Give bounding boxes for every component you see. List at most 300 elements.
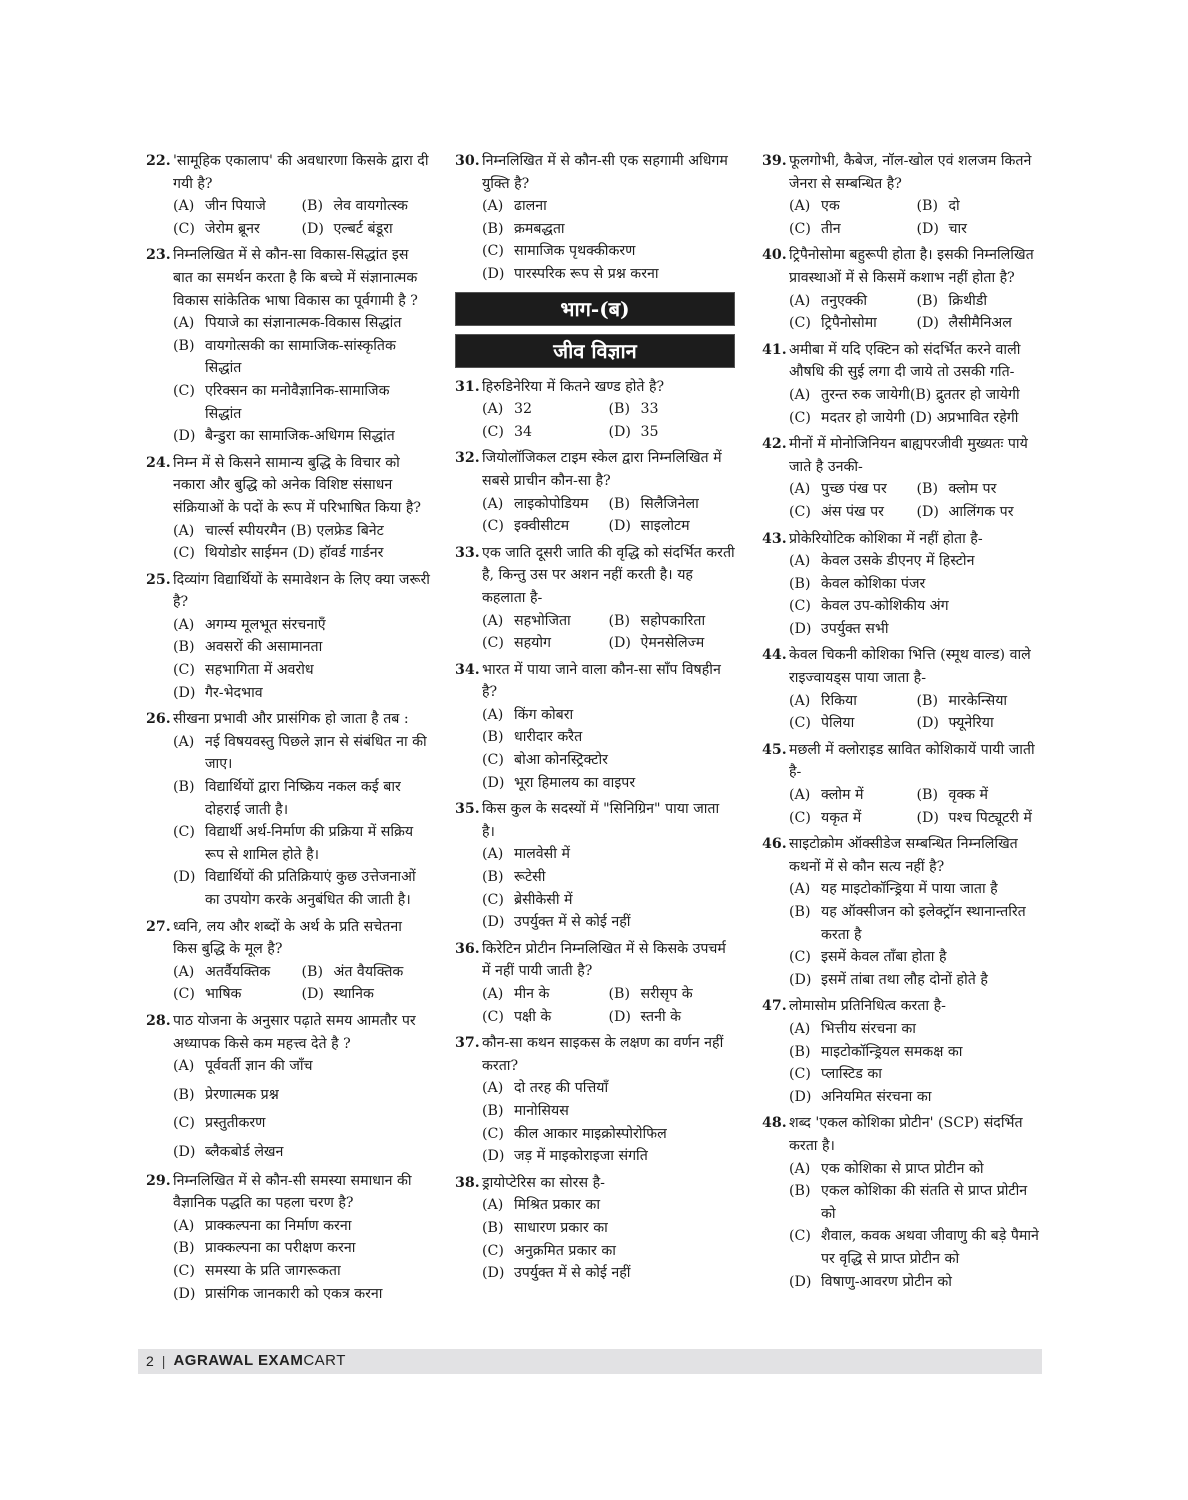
option: [455, 195, 735, 218]
option-text: तुरन्त रुक जायेगी(B) द्रुततर हो जायेगी: [821, 386, 1020, 403]
option-letter: (C): [482, 635, 504, 652]
question-block: [146, 1010, 430, 1164]
option: [146, 1112, 430, 1135]
option-text: केवल कोशिका पंजर: [821, 575, 926, 592]
option-row: [455, 493, 735, 516]
question-header: [455, 1172, 735, 1195]
option-text: एकल कोशिका की संतति से प्राप्त प्रोटीन को: [821, 1183, 1028, 1222]
option-text: एक: [821, 198, 840, 215]
option-letter: (B): [301, 963, 323, 980]
question-block: [455, 376, 735, 444]
question-header: [146, 1010, 430, 1055]
question-block: [762, 150, 1044, 240]
option: [455, 1217, 735, 1240]
option-text: विद्यार्थियों द्वारा निष्क्रिय नकल कई बार दोहराई जाती है।: [205, 779, 401, 818]
question-header: [455, 150, 735, 195]
option: [482, 398, 609, 421]
option-letter: (C): [173, 1262, 195, 1279]
option-letter: (C): [173, 662, 195, 679]
option-text: 35: [640, 423, 659, 440]
option-letter: (D): [916, 809, 939, 826]
question-header: [762, 739, 1044, 784]
question-text: कौन-सा कथन साइकस के लक्षण का वर्णन नहीं करता?: [482, 1035, 724, 1074]
option-text: विषाणु-आवरण प्रोटीन को: [821, 1273, 952, 1290]
option-row: [146, 195, 430, 218]
option-letter: (B): [789, 904, 811, 920]
option-text: मारकेन्सिया: [948, 692, 1008, 709]
option: [482, 493, 609, 516]
option: [146, 1283, 430, 1306]
option-letter: (A): [173, 963, 195, 980]
option: [789, 690, 917, 713]
column-2: [455, 150, 735, 1289]
option-letter: (B): [789, 1183, 811, 1200]
option-text: तनुएक्की: [821, 292, 868, 309]
option-row: [455, 398, 735, 421]
option: [146, 312, 430, 335]
option-text: प्लास्टिड का: [821, 1066, 882, 1083]
question-text: ड्रायोप्टेरिस का सोरस है-: [482, 1174, 605, 1191]
option-row: [762, 690, 1044, 713]
option-letter: (A): [173, 1217, 195, 1234]
option: [789, 784, 917, 807]
option-letter: (D): [482, 265, 505, 282]
option-letter: (A): [482, 198, 504, 215]
column-2-bottom: [455, 376, 735, 1285]
question-block: [455, 1032, 735, 1168]
question-block: [455, 1172, 735, 1285]
option-letter: (A): [789, 881, 811, 898]
question-block: [762, 739, 1044, 829]
question-text: मीनों में मोनोजिनियन बाह्यपरजीवी मुख्यतः पाये जाते है उनकी-: [789, 436, 1028, 475]
option: [173, 218, 302, 241]
option-text: अतर्वैयक्तिक: [205, 963, 271, 980]
option-letter: (D): [608, 423, 631, 440]
option: [455, 1194, 735, 1217]
option: [146, 776, 430, 821]
option-text: चार: [948, 220, 967, 237]
option: [609, 1006, 736, 1029]
option-letter: (C): [482, 891, 504, 908]
option-row: [762, 807, 1044, 830]
question-text: सीखना प्रभावी और प्रासंगिक हो जाता है तब :: [173, 711, 409, 728]
option-letter: (D): [173, 1143, 196, 1160]
option-letter: (A): [482, 1197, 504, 1214]
option: [146, 425, 430, 448]
option: [917, 312, 1045, 335]
question-number: 25.: [146, 571, 171, 588]
question-number: 35.: [455, 801, 480, 818]
option: [455, 749, 735, 772]
option-letter: (B): [173, 1240, 195, 1257]
question-number: 39.: [762, 153, 787, 169]
question-block: [146, 916, 430, 1006]
option-row: [455, 632, 735, 655]
option-text: प्रासंगिक जानकारी को एकत्र करना: [205, 1285, 383, 1302]
option-letter: (C): [482, 1242, 504, 1259]
option-text: पक्षी के: [514, 1008, 552, 1025]
option-text: सहभोजिता: [514, 612, 571, 629]
question-header: [762, 995, 1044, 1018]
question-text: किस कुल के सदस्यों में "सिनिग्रिन" पाया जाता है।: [482, 801, 720, 840]
question-text: निम्नलिखित में से कौन-सी समस्या समाधान की वैज्ञानिक पद्धति का पहला चरण है?: [173, 1172, 412, 1212]
option-text: केवल उसके डीएनए में हिस्टोन: [821, 553, 975, 570]
option-text: अनुक्रमित प्रकार का: [514, 1242, 616, 1259]
option: [146, 542, 430, 565]
question-block: [762, 995, 1044, 1108]
option: [609, 493, 736, 516]
option-text: सामाजिक पृथक्कीकरण: [514, 243, 636, 260]
brand-logo: [173, 1350, 345, 1373]
question-text: एक जाति दूसरी जाति की वृद्धि को संदर्भित करती है, किन्तु उस पर अशन नहीं करती है। यह कहलाता है-: [482, 544, 735, 606]
option-text: तीन: [821, 220, 841, 237]
option-letter: (C): [789, 409, 811, 426]
option: [146, 636, 430, 659]
question-text: भारत में पाया जाने वाला कौन-सा साँप विषहीन है?: [482, 661, 721, 701]
question-number: 26.: [146, 711, 171, 728]
option-letter: (B): [916, 292, 938, 309]
option-text: थियोडोर साईमन (D) हॉवर्ड गार्डनर: [205, 545, 384, 562]
option: [146, 335, 430, 380]
question-header: [762, 644, 1044, 689]
option-letter: (C): [173, 545, 195, 562]
option-letter: (A): [789, 553, 811, 570]
question-block: [146, 150, 430, 240]
question-number: 30.: [455, 153, 480, 169]
option-letter: (A): [173, 315, 195, 332]
option: [455, 843, 735, 866]
option-text: जीन पियाजे: [205, 198, 266, 215]
option: [762, 1225, 1044, 1270]
option-text: पूर्ववर्ती ज्ञान की जाँच: [205, 1058, 313, 1075]
option: [455, 1077, 735, 1100]
option: [173, 983, 302, 1006]
option: [455, 704, 735, 727]
option-letter: (B): [916, 787, 938, 804]
option-text: जड़ में माइकोराइजा संगति: [514, 1148, 648, 1165]
option-letter: (B): [789, 575, 811, 592]
question-number: 37.: [455, 1035, 480, 1052]
option: [146, 682, 430, 705]
column-1: [146, 150, 430, 1309]
option: [146, 821, 430, 866]
option-letter: (A): [789, 198, 811, 215]
option-letter: (C): [173, 382, 195, 399]
question-block: [762, 528, 1044, 641]
question-block: [146, 452, 430, 565]
option-letter: (B): [608, 986, 630, 1002]
page-number: 2: [146, 1353, 154, 1370]
option-text: यह ऑक्सीजन को इलेक्ट्रॉन स्थानान्तरित करता है: [821, 904, 1026, 943]
question-text: पाठ योजना के अनुसार पढ़ाते समय आमतौर पर अध्यापक किसे कम महत्त्व देते है ?: [173, 1012, 416, 1052]
option-row: [762, 312, 1044, 335]
question-block: [455, 938, 735, 1028]
question-number: 41.: [762, 341, 787, 358]
option-row: [762, 478, 1044, 501]
option: [302, 195, 431, 218]
question-text: निम्नलिखित में से कौन-सी एक सहगामी अधिगम युक्ति है?: [482, 153, 728, 192]
question-text: जियोलॉजिकल टाइम स्केल द्वारा निम्नलिखित में सबसे प्राचीन कौन-सा है?: [482, 450, 722, 489]
option-letter: (D): [173, 869, 196, 886]
option: [789, 312, 917, 335]
option: [302, 983, 431, 1006]
option-text: ऐमनसेलिज्म: [640, 635, 705, 652]
option-text: बैन्डुरा का सामाजिक-अधिगम सिद्धांत: [205, 428, 395, 445]
question-header: [762, 833, 1044, 878]
question-text: शब्द 'एकल कोशिका प्रोटीन' (SCP) संदर्भित करता है।: [789, 1115, 1023, 1154]
option: [146, 1215, 430, 1238]
option: [173, 195, 302, 218]
option-letter: (A): [173, 733, 195, 750]
question-block: [455, 798, 735, 934]
option: [482, 632, 609, 655]
option-letter: (C): [789, 598, 811, 615]
question-header: [762, 433, 1044, 478]
option-text: साधारण प्रकार का: [514, 1219, 608, 1236]
question-block: [762, 244, 1044, 334]
option: [146, 520, 430, 543]
option-text: यह माइटोकॉन्ड्रिया में पाया जाता है: [821, 881, 998, 898]
option-text: केवल उप-कोशिकीय अंग: [821, 598, 949, 615]
option-letter: (A): [173, 522, 195, 539]
option: [609, 632, 736, 655]
option-text: प्राक्कल्पना का परीक्षण करना: [205, 1240, 356, 1257]
option-row: [762, 195, 1044, 218]
question-header: [455, 659, 735, 704]
option-text: इसमें केवल ताँबा होता है: [821, 949, 947, 966]
question-block: [762, 433, 1044, 523]
option-text: रिकिया: [821, 692, 857, 709]
option-text: दो तरह की पत्तियाँ: [514, 1080, 609, 1097]
section-part-banner: भाग-(ब): [455, 292, 735, 326]
option-text: सिलैजिनेला: [640, 495, 699, 512]
question-number: 48.: [762, 1115, 787, 1132]
question-header: [762, 528, 1044, 551]
option-text: नई विषयवस्तु पिछले ज्ञान से संबंधित ना की जाए।: [205, 733, 427, 773]
option-text: इसमें तांबा तथा लौह दोनों होते है: [821, 971, 988, 988]
column-3: [762, 150, 1044, 1297]
option-text: लेव वायगोत्स्क: [333, 198, 408, 215]
question-text: निम्नलिखित में से कौन-सा विकास-सिद्धांत इस बात का समर्थन करता है कि बच्चे में संज्ञानात्मक विकास सांकेतिक भाषा विकास का पूर्वगामी है ?: [173, 247, 418, 309]
option-text: सरीसृप के: [640, 986, 693, 1002]
option-text: अगम्य मूलभूत संरचनाएँ: [205, 616, 326, 633]
option: [173, 961, 302, 984]
option-text: मीन के: [514, 986, 550, 1002]
option-letter: (C): [789, 503, 811, 520]
question-text: अमीबा में यदि एक्टिन को संदर्भित करने वाली औषधि की सुई लगा दी जाये तो उसकी गति-: [789, 341, 1021, 381]
option: [482, 983, 609, 1006]
option-text: उपर्युक्त में से कोई नहीं: [514, 914, 631, 931]
option-letter: (A): [789, 292, 811, 309]
question-header: [146, 452, 430, 520]
option: [146, 1260, 430, 1283]
question-block: [455, 659, 735, 795]
option-letter: (C): [789, 315, 811, 332]
option-letter: (D): [916, 715, 939, 732]
question-block: [146, 1170, 430, 1306]
option: [482, 515, 609, 538]
option-letter: (D): [173, 428, 196, 445]
option: [762, 384, 1044, 407]
option-letter: (D): [789, 1088, 812, 1105]
option: [789, 712, 917, 735]
option-letter: (D): [482, 774, 505, 791]
option-text: 33: [640, 401, 659, 418]
option-text: किंग कोबरा: [514, 706, 574, 723]
option-text: पियाजे का संज्ञानात्मक-विकास सिद्धांत: [205, 315, 402, 332]
option-text: क्लोम पर: [948, 481, 997, 498]
option-letter: (A): [482, 706, 504, 723]
question-number: 23.: [146, 247, 171, 264]
question-header: [146, 150, 430, 195]
option-letter: (A): [789, 386, 811, 403]
option-text: भाषिक: [205, 986, 242, 1003]
question-number: 34.: [455, 661, 480, 678]
option-text: एरिक्सन का मनोवैज्ञानिक-सामाजिक सिद्धांत: [205, 382, 390, 422]
question-header: [455, 798, 735, 843]
option-letter: (C): [482, 1125, 504, 1142]
option-letter: (B): [173, 337, 195, 354]
question-number: 38.: [455, 1174, 480, 1191]
option-text: ब्रेसीकेसी में: [514, 891, 573, 908]
option-text: रूटेसी: [514, 869, 546, 886]
option-letter: (D): [789, 971, 812, 988]
option: [609, 398, 736, 421]
option-letter: (B): [608, 401, 630, 418]
option: [455, 240, 735, 263]
option-letter: (A): [482, 401, 504, 418]
option-text: अनियमित संरचना का: [821, 1088, 932, 1105]
option: [762, 1158, 1044, 1181]
option: [762, 550, 1044, 573]
option: [762, 878, 1044, 901]
option-text: एल्बर्ट बंडूरा: [333, 220, 393, 237]
option: [609, 983, 736, 1006]
option: [762, 946, 1044, 969]
option: [146, 731, 430, 776]
option-letter: (B): [916, 481, 938, 498]
option-text: स्थानिक: [333, 986, 374, 1003]
option-letter: (B): [301, 198, 323, 215]
option-letter: (D): [301, 986, 324, 1003]
option-letter: (B): [482, 1219, 504, 1236]
option: [146, 380, 430, 425]
option-text: धारीदार करैत: [514, 729, 583, 746]
option-letter: (C): [482, 518, 504, 535]
question-number: 24.: [146, 454, 171, 471]
page-footer: [138, 1349, 1042, 1374]
option-letter: (B): [482, 729, 504, 746]
question-number: 45.: [762, 741, 787, 758]
option-text: उपर्युक्त में से कोई नहीं: [514, 1265, 631, 1282]
option-text: ट्रिपैनोसोमा: [821, 315, 877, 332]
question-header: [762, 150, 1044, 195]
option-text: लैसीमैनिअल: [948, 315, 1012, 332]
option-letter: (D): [916, 503, 939, 520]
option-row: [762, 784, 1044, 807]
question-text: ध्वनि, लय और शब्दों के अर्थ के प्रति सचेतना किस बुद्धि के मूल है?: [173, 918, 402, 958]
option-letter: (C): [173, 824, 195, 841]
option-letter: (C): [789, 949, 811, 966]
option-letter: (C): [789, 715, 811, 732]
question-block: [455, 447, 735, 537]
option-letter: (A): [482, 846, 504, 863]
option-text: समस्या के प्रति जागरूकता: [205, 1262, 341, 1279]
option-letter: (D): [482, 1148, 505, 1165]
option-text: क्लोम में: [821, 787, 864, 804]
question-number: 42.: [762, 436, 787, 453]
option-text: मालवेसी में: [514, 846, 570, 863]
option-letter: (A): [173, 616, 195, 633]
question-number: 46.: [762, 836, 787, 853]
option: [455, 1145, 735, 1168]
option-letter: (D): [482, 914, 505, 931]
footer-separator: |: [161, 1353, 166, 1370]
option: [455, 218, 735, 241]
option: [762, 618, 1044, 641]
question-header: [455, 447, 735, 492]
option-text: क्रिथीडी: [948, 292, 988, 309]
option-text: पेलिया: [821, 715, 855, 732]
option-text: सहभागिता में अवरोध: [205, 662, 314, 679]
question-block: [455, 542, 735, 655]
option: [146, 1055, 430, 1078]
option-letter: (B): [789, 1043, 811, 1060]
option-row: [455, 610, 735, 633]
question-header: [762, 339, 1044, 384]
option: [762, 1018, 1044, 1041]
option: [146, 659, 430, 682]
option-text: माइटोकॉन्ड्रियल समकक्ष का: [821, 1043, 963, 1060]
option-text: स्तनी के: [640, 1008, 682, 1025]
option-row: [146, 961, 430, 984]
option: [917, 478, 1045, 501]
option: [146, 1237, 430, 1260]
option-letter: (A): [482, 495, 504, 512]
brand-bold: AGRAWAL EXAM: [173, 1352, 304, 1370]
question-header: [146, 244, 430, 312]
question-header: [455, 1032, 735, 1077]
question-number: 28.: [146, 1012, 171, 1029]
option-letter: (A): [482, 986, 504, 1002]
question-header: [455, 542, 735, 610]
option-text: प्राक्कल्पना का निर्माण करना: [205, 1217, 352, 1234]
option: [917, 290, 1045, 313]
option: [455, 263, 735, 286]
option-text: वृक्क में: [948, 787, 989, 804]
question-text: केवल चिकनी कोशिका भित्ति (स्मूथ वाल्ड) वाले राइज्वायड्स पाया जाता है-: [789, 647, 1031, 687]
option-letter: (B): [916, 198, 938, 215]
option: [762, 407, 1044, 430]
question-block: [762, 1112, 1044, 1293]
question-text: ट्रिपैनोसोमा बहुरूपी होता है। इसकी निम्नलिखित प्रावस्थाओं में से किसमें कशाभ नहीं होता है?: [789, 247, 1034, 286]
option-letter: (A): [482, 612, 504, 629]
option-text: क्रमबद्धता: [514, 220, 565, 237]
option-letter: (A): [173, 198, 195, 215]
option-row: [146, 983, 430, 1006]
option-letter: (D): [608, 635, 631, 652]
option-text: साइलोटम: [640, 518, 690, 535]
option-row: [455, 421, 735, 444]
question-header: [455, 376, 735, 399]
option-letter: (A): [789, 1020, 811, 1037]
option-letter: (A): [173, 1058, 195, 1075]
option-letter: (C): [789, 1228, 811, 1245]
option: [762, 1063, 1044, 1086]
option-letter: (D): [916, 315, 939, 332]
option-letter: (D): [789, 620, 812, 637]
option: [455, 889, 735, 912]
